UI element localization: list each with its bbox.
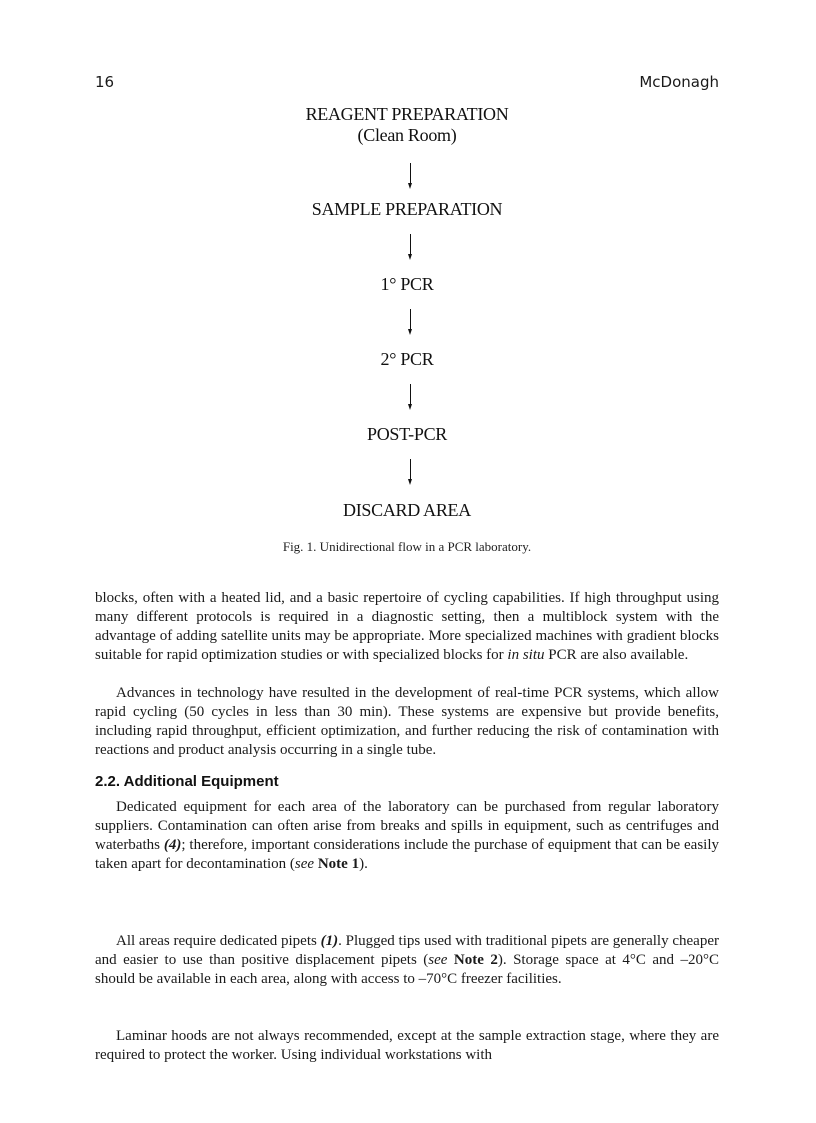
flow-step-sample: SAMPLE PREPARATION (311, 199, 503, 219)
paragraph-laminar-hoods: Laminar hoods are not always recommended, except at the sample extraction stage, where they are required to protect the worker. Using individual workstations with (95, 1028, 719, 1063)
paragraph-cycler-blocks: blocks, often with a heated lid, and a basic repertoire of cycling capabilities. If high throughput using many different protocols is required in a diagnostic setting, then a multiblock system with the advantage of adding satellite units may be appropriate. More specialized machines with gradient blocks suitable for rapid optimization studies or with specialized blocks for in situ PCR are also available. (95, 590, 719, 663)
flow-arrow-3 (408, 309, 414, 335)
figure-caption: Fig. 1. Unidirectional flow in a PCR laboratory. (282, 539, 532, 554)
paragraph-real-time-pcr: Advances in technology have resulted in the development of real-time PCR systems, which allow rapid cycling (50 cycles in less than 30 min). These systems are expensive but provide benefits, including rapid throughput, efficient optimization, and further reducing the risk of contamination with reactions and product analysis occurring in a single tube. (95, 685, 719, 758)
flow-arrow-1 (408, 163, 414, 189)
flow-step-post-pcr: POST-PCR (367, 424, 447, 444)
flow-step-reagent-label: REAGENT PREPARATION (305, 104, 509, 124)
running-head-author: McDonagh (639, 73, 719, 91)
flow-arrow-4 (408, 384, 414, 410)
flow-step-pcr2: 2° PCR (380, 349, 434, 369)
flow-step-pcr1: 1° PCR (380, 274, 434, 294)
page-number: 16 (95, 73, 115, 91)
paragraph-pipets: All areas require dedicated pipets (1). Plugged tips used with traditional pipets are generally cheaper and easier to use than positive displacement pipets (see Note 2). Storage space at 4°C and –20°C should be available in each area, along with access to –70°C freezer facilities. (95, 933, 719, 987)
flow-step-discard: DISCARD AREA (343, 500, 471, 520)
flow-step-reagent-sublabel: (Clean Room) (357, 125, 457, 145)
section-heading: 2.2. Additional Equipment (95, 773, 279, 790)
running-header (95, 73, 719, 93)
flow-arrow-5 (408, 459, 414, 485)
paragraph-dedicated-equipment: Dedicated equipment for each area of the laboratory can be purchased from regular laboratory suppliers. Contamination can often arise from breaks and spills in equipment, such as centrifuges and waterbaths (4); therefore, important considerations include the purchase of equipment that can be easily taken apart for decontamination (see Note 1). (95, 799, 719, 872)
flow-step-reagent (95, 104, 719, 146)
flow-arrow-2 (408, 234, 414, 260)
